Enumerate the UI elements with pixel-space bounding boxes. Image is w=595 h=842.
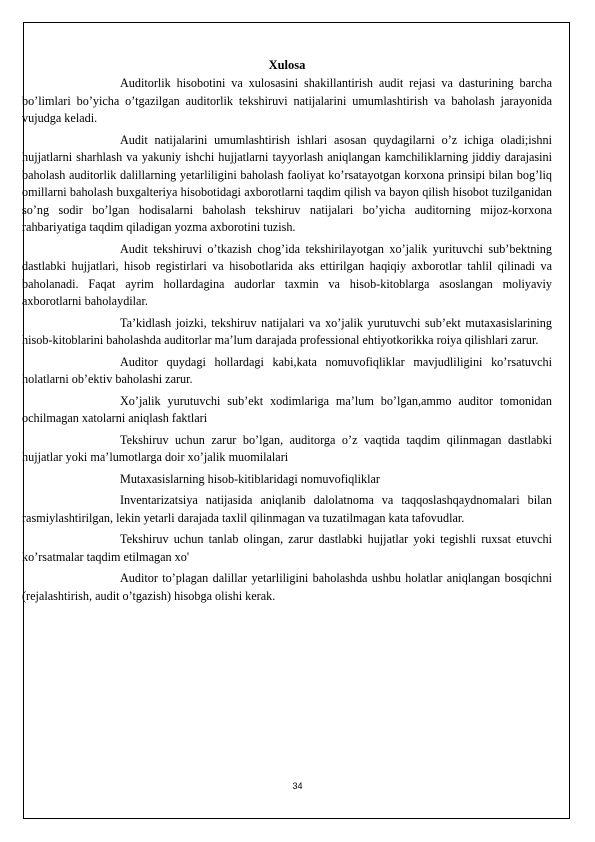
paragraph-text: Auditorlik hisobotini va xulosasini shakillantirish audit rejasi va dasturining barcha bo’limlari bo’yicha o’tgazilgan auditorlik tekshiruvi natijalarini umumlashtirish va baholash jarayonida vujudga keladi. bbox=[22, 76, 552, 125]
paragraph-text: Ta’kidlash joizki, tekshiruv natijalari va xo’jalik yurutuvchi sub’ekt mutaxasislarining hisob-kitoblarini baholashda auditorlar ma’lum darajada professional ehtiyotkorikka roiya qilishlari zarur. bbox=[22, 315, 552, 347]
paragraph-6 bbox=[22, 393, 552, 428]
paragraph-text: Mutaxasislarning hisob-kitiblaridagi nomuvofiqliklar bbox=[120, 471, 380, 486]
paragraph-9 bbox=[22, 492, 552, 527]
paragraph-1 bbox=[22, 75, 552, 128]
paragraph-text: Audit tekshiruvi o’tkazish chog’ida tekshirilayotgan xo’jalik yurituvchi sub’bektning dastlabki hujjatlari, hisob registirlari va hisobotlarida aks ettirilgan haqiqiy axborotlar tahlil qilinadi va baholanadi. Faqat ayrim hollardagina audorlar taxmin va hisob-kitoblarga asoslangan moliyaviy axborotlarni baholaydilar. bbox=[22, 241, 552, 308]
paragraph-text: Tekshiruv uchun zarur bo’lgan, auditorga o’z vaqtida taqdim qilinmagan dastlabki hujjatlar yoki ma’lumotlarga doir xo’jalik muomilalari bbox=[22, 432, 552, 464]
paragraph-text: Inventarizatsiya natijasida aniqlanib dalolatnoma va taqqoslashqaydnomalari bilan rasmiylashtirilgan, lekin yetarli darajada taxlil qilinmagan va tuzatilmagan kata tafovudlar. bbox=[22, 493, 552, 525]
paragraph-4 bbox=[22, 315, 552, 350]
paragraph-3 bbox=[22, 241, 552, 311]
paragraph-8 bbox=[22, 471, 552, 489]
page-number: 34 bbox=[292, 781, 303, 791]
paragraph-11 bbox=[22, 570, 552, 605]
paragraph-text: Tekshiruv uchun tanlab olingan, zarur dastlabki hujjatlar yoki tegishli ruxsat etuvchi ko’rsatmalar taqdim etilmagan xo' bbox=[22, 532, 552, 564]
paragraph-text: Audit natijalarini umumlashtirish ishlari asosan quydagilarni o’z ichiga oladi;ishni hujjatlarni sharhlash va yakuniy ishchi hujjatlarni tayyorlash aniqlangan kamchiliklarning jiddiy darajasini baholash auditorlik dalillarning yetarliligini baholash faoliyat ko’rsatayotgan korxona prinsipi bilan bog’liq omillarni baholash buxgalteriya hisobotidagi axborotlarni taqdim qilish va bayon qilish hisobot tuzilganidan so’ng sodir bo’lgan hodisalarni baholash tekshiruv natijalari bo’yicha auditorning mijoz-korxona rahbariyatiga taqdim qiladigan yozma axborotini tuzish. bbox=[22, 132, 552, 234]
paragraph-7 bbox=[22, 432, 552, 467]
paragraph-text: Auditor to’plagan dalillar yetarliligini baholashda ushbu holatlar aniqlangan bosqichni (rejalashtirish, audit o’tgazish) hisobga olishi kerak. bbox=[22, 571, 552, 603]
paragraph-5 bbox=[22, 354, 552, 389]
paragraph-10 bbox=[22, 531, 552, 566]
document-body bbox=[22, 56, 552, 609]
paragraph-2 bbox=[22, 132, 552, 237]
document-title: Xulosa bbox=[268, 58, 306, 72]
paragraph-text: Xo’jalik yurutuvchi sub’ekt xodimlariga ma’lum bo’lgan,ammo auditor tomonidan ochilmagan xatolarni aniqlash faktlari bbox=[22, 393, 552, 425]
paragraph-text: Auditor quydagi hollardagi kabi,kata nomuvofiqliklar mavjudliligini ko’rsatuvchi holatlarni ob’ektiv baholashi zarur. bbox=[22, 354, 552, 386]
